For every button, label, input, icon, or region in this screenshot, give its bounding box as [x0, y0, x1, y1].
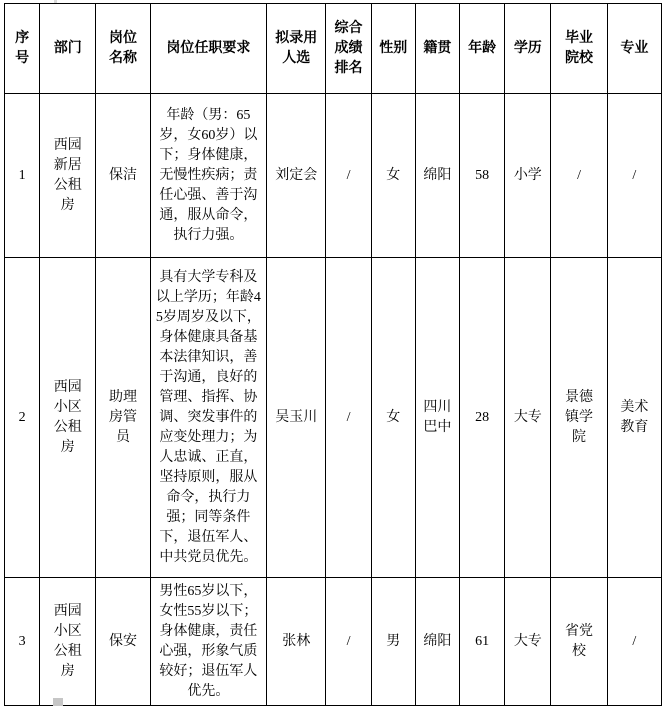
cell-school-text: 景德镇学院 — [565, 389, 594, 445]
cell-index: 2 — [5, 258, 40, 578]
cell-position-text: 助理房管员 — [109, 389, 138, 445]
cell-score-rank: / — [326, 578, 371, 706]
cell-education: 小学 — [505, 94, 551, 258]
cell-school — [551, 578, 607, 706]
col-header-gender-label: 性别 — [379, 40, 408, 56]
col-header-score-rank — [326, 4, 371, 94]
cell-position: 保洁 — [96, 94, 150, 258]
cell-age: 58 — [460, 94, 505, 258]
cell-major: / — [607, 94, 661, 258]
col-header-candidate — [267, 4, 326, 94]
cell-native-place: 绵阳 — [415, 94, 459, 258]
table-resize-handle — [53, 698, 63, 706]
table-row — [5, 258, 662, 578]
cell-native-place-text: 四川巴中 — [423, 399, 452, 435]
cell-school — [551, 258, 607, 578]
col-header-department — [40, 4, 96, 94]
col-header-index-label: 序号 — [15, 30, 30, 66]
recruitment-table — [4, 3, 662, 706]
col-header-education — [505, 4, 551, 94]
cell-index: 3 — [5, 578, 40, 706]
col-header-position — [96, 4, 150, 94]
table-header-row — [5, 4, 662, 94]
cell-major: / — [607, 578, 661, 706]
cell-candidate: 张林 — [267, 578, 326, 706]
cell-candidate: 刘定会 — [267, 94, 326, 258]
col-header-native-place — [415, 4, 459, 94]
cell-gender: 女 — [371, 258, 415, 578]
cell-position — [96, 258, 150, 578]
col-header-position-label: 岗位名称 — [109, 30, 138, 66]
col-header-requirements — [150, 4, 267, 94]
col-header-education-label: 学历 — [513, 40, 542, 56]
cell-department-text: 西园新居公租房 — [53, 137, 82, 213]
cell-position: 保安 — [96, 578, 150, 706]
table-row — [5, 94, 662, 258]
col-header-requirements-label: 岗位任职要求 — [166, 40, 251, 56]
cell-age: 28 — [460, 258, 505, 578]
col-header-candidate-label: 拟录用人选 — [275, 30, 318, 66]
col-header-school — [551, 4, 607, 94]
col-header-gender — [371, 4, 415, 94]
cell-gender: 女 — [371, 94, 415, 258]
col-header-department-label: 部门 — [53, 40, 82, 56]
cell-gender: 男 — [371, 578, 415, 706]
cell-school: / — [551, 94, 607, 258]
col-header-index — [5, 4, 40, 94]
col-header-native-place-label: 籍贯 — [423, 40, 452, 56]
cell-native-place: 绵阳 — [415, 578, 459, 706]
cell-school-text: 省党校 — [565, 623, 594, 659]
cell-education: 大专 — [505, 258, 551, 578]
cell-department-text: 西园小区公租房 — [53, 379, 82, 455]
cell-major — [607, 258, 661, 578]
cell-native-place — [415, 258, 459, 578]
col-header-major — [607, 4, 661, 94]
col-header-major-label: 专业 — [620, 40, 649, 56]
cell-requirements: 男性65岁以下，女性55岁以下；身体健康，责任心强，形象气质较好；退伍军人优先。 — [150, 578, 267, 706]
cell-score-rank: / — [326, 94, 371, 258]
cell-requirements: 具有大学专科及以上学历；年龄45岁周岁及以下，身体健康具备基本法律知识，善于沟通，良好的管理、指挥、协调、突发事件的应变处理力；为人忠诚、正直，坚持原则，服从命令，执行力强；同等条件下，退伍军人、中共党员优先。 — [150, 258, 267, 578]
cell-department — [40, 258, 96, 578]
cell-candidate: 吴玉川 — [267, 258, 326, 578]
table-row — [5, 578, 662, 706]
cell-department — [40, 94, 96, 258]
cell-major-text: 美术教育 — [620, 399, 649, 435]
cell-age: 61 — [460, 578, 505, 706]
col-header-age — [460, 4, 505, 94]
cell-department-text: 西园小区公租房 — [53, 603, 82, 679]
col-header-school-label: 毕业院校 — [565, 30, 594, 66]
cell-requirements: 年龄（男：65岁，女60岁）以下；身体健康，无慢性疾病；责任心强、善于沟通，服从命令，执行力强。 — [150, 94, 267, 258]
cell-department — [40, 578, 96, 706]
cell-score-rank: / — [326, 258, 371, 578]
col-header-age-label: 年龄 — [468, 40, 497, 56]
cell-education: 大专 — [505, 578, 551, 706]
col-header-score-rank-label: 综合成绩排名 — [334, 20, 363, 76]
cell-index: 1 — [5, 94, 40, 258]
